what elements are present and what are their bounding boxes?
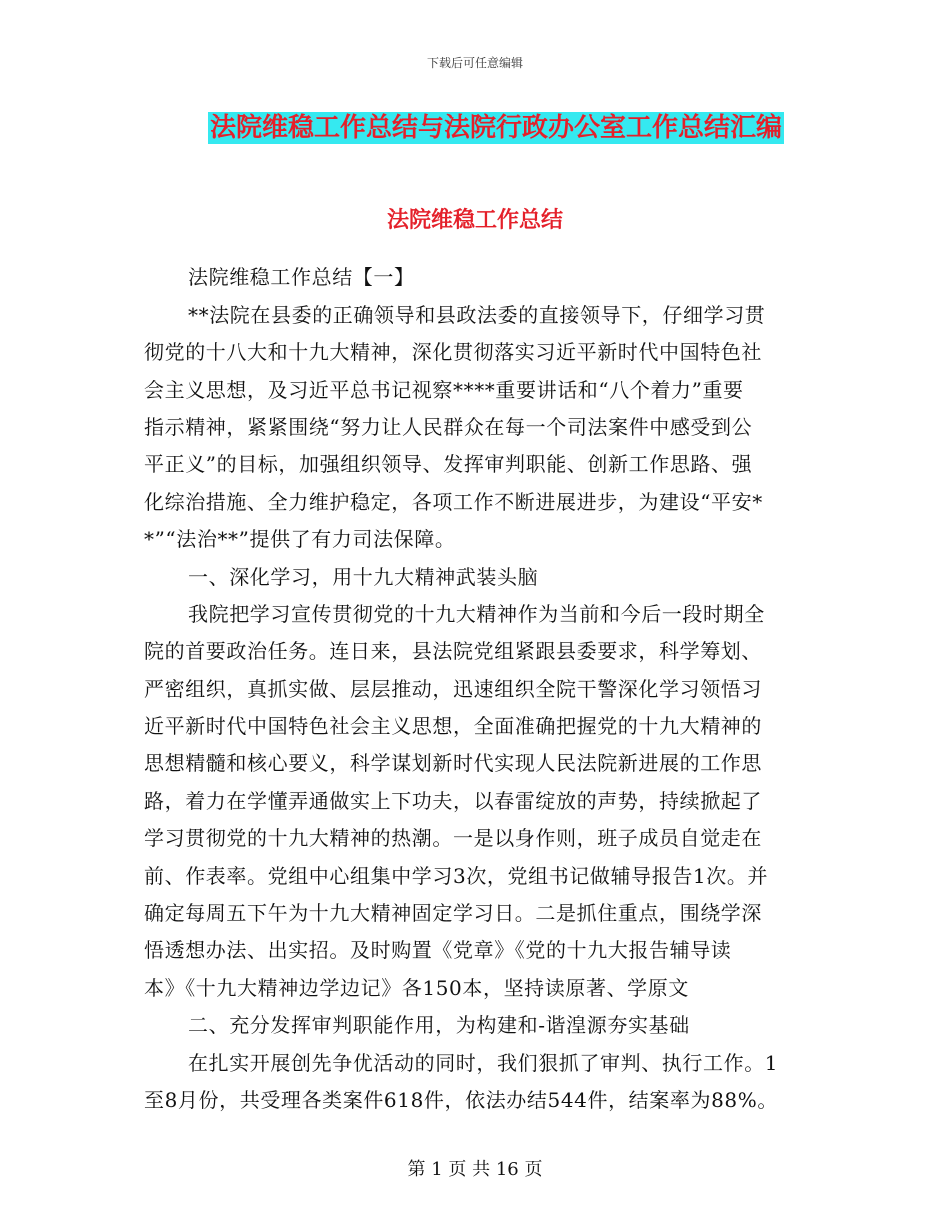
text-line: 指示精神，紧紧围绕“努力让人民群众在每一个司法案件中感受到公 [144, 414, 753, 439]
text-line: 在扎实开展创先争优活动的同时，我们狠抓了审判、执行工作。1 [188, 1050, 779, 1075]
text-line: 思想精髓和核心要义，科学谋划新时代实现人民法院新进展的工作思 [144, 751, 762, 776]
spacer-line [144, 222, 809, 259]
text-line: 确定每周五下午为十九大精神固定学习日。二是抓住重点，围绕学深 [144, 901, 762, 926]
text-line: **法院在县委的正确领导和县政法委的直接领导下，仔细学习贯 [188, 302, 766, 327]
text-line: 化综治措施、全力维护稳定，各项工作不断进展进步，为建设“平安* [144, 489, 763, 514]
header-note: 下载后可任意编辑 [426, 56, 523, 70]
text-line: 近平新时代中国特色社会主义思想，全面准确把握党的十九大精神的 [144, 714, 762, 739]
page-footer: 第 1 页 共 16 页 [407, 1159, 543, 1180]
text-line: 本》《十九大精神边学边记》各150本，坚持读原著、学原文 [144, 975, 689, 1000]
text-line: 悟透想办法、出实招。及时购置《党章》《党的十九大报告辅导读 [144, 938, 732, 963]
text-line: 一、深化学习，用十九大精神武装头脑 [188, 564, 539, 589]
text-line: 我院把学习宣传贯彻党的十九大精神作为当前和今后一段时期全 [188, 601, 765, 626]
text-line: *”“法治**”提供了有力司法保障。 [144, 527, 456, 552]
text-line: 严密组织，真抓实做、层层推动，迅速组织全院干警深化学习领悟习 [144, 676, 762, 701]
text-line: 至8月份，共受理各类案件618件，依法办结544件，结案率为88%。 [144, 1087, 778, 1112]
text-line: 二、充分发挥审判职能作用，为构建和-谐湟源夯实基础 [188, 1013, 690, 1038]
text-line: 学习贯彻党的十九大精神的热潮。一是以身作则，班子成员自觉走在 [144, 826, 762, 851]
text-line: 会主义思想，及习近平总书记视察****重要讲话和“八个着力”重要 [144, 377, 744, 402]
text-line: 平正义”的目标，加强组织领导、发挥审判职能、创新工作思路、强 [144, 452, 753, 477]
body-text [144, 222, 809, 1119]
text-line: 法院维稳工作总结【一】 [188, 265, 415, 290]
text-line: 彻党的十八大和十九大精神，深化贯彻落实习近平新时代中国特色社 [144, 340, 762, 365]
document-title: 法院维稳工作总结与法院行政办公室工作总结汇编 [210, 113, 783, 143]
text-line: 路，着力在学懂弄通做实上下功夫，以春雷绽放的声势，持续掀起了 [144, 788, 762, 813]
text-line: 前、作表率。党组中心组集中学习3次，党组书记做辅导报告1次。并 [144, 863, 769, 888]
section-title: 法院维稳工作总结 [386, 208, 563, 233]
text-line: 院的首要政治任务。连日来，县法院党组紧跟县委要求，科学筹划、 [144, 639, 762, 664]
